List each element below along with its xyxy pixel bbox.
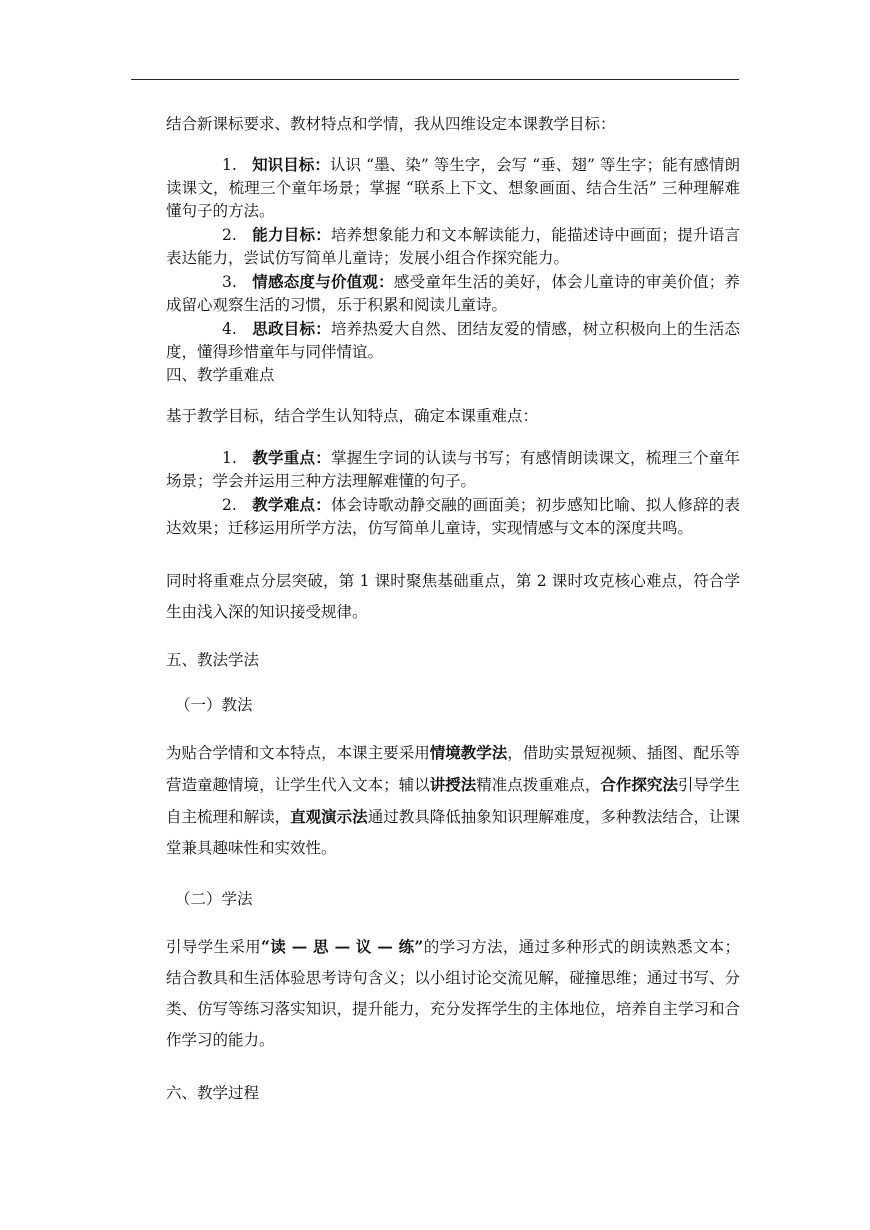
item-number: 2. bbox=[222, 226, 237, 244]
text-run: ，借助实景短视频、插图、配乐等营造童趣情境，让学生代入文本；辅以 bbox=[166, 744, 740, 794]
item-number: 2. bbox=[222, 496, 237, 514]
method-term: 情境教学法 bbox=[429, 743, 508, 762]
item-text: 认识 “墨、染” 等生字，会写 “垂、翅” 等生字；能有感情朗读课文，梳理三个童年场景；掌握 “联系上下文、想象画面、结合生活” 三种理解难懂句子的方法。 bbox=[166, 156, 740, 220]
method-term: 合作探究法 bbox=[600, 775, 678, 794]
list-item bbox=[166, 223, 740, 270]
section-heading: 六、教学过程 bbox=[166, 1084, 260, 1102]
item-text: 培养想象能力和文本解读能力，能描述诗中画面；提升语言表达能力，尝试仿写简单儿童诗；发展小组合作探究能力。 bbox=[166, 226, 740, 267]
text-run: 精准点拨重难点， bbox=[476, 776, 601, 794]
text-run: 为贴合学情和文本特点，本课主要采用 bbox=[166, 744, 430, 762]
learning-methods-paragraph bbox=[166, 931, 740, 1056]
item-term: 情感态度与价值观： bbox=[252, 272, 394, 291]
item-text: 培养热爱大自然、团结友爱的情感，树立积极向上的生活态度，懂得珍惜童年与同伴情谊。 bbox=[166, 320, 740, 361]
item-term: 思政目标： bbox=[252, 319, 331, 338]
item-number: 1. bbox=[222, 449, 237, 467]
objectives-list bbox=[166, 153, 740, 364]
method-term: 讲授法 bbox=[429, 775, 477, 794]
list-item bbox=[166, 493, 740, 540]
header-rule bbox=[131, 79, 739, 80]
item-number: 4. bbox=[222, 320, 237, 338]
section-heading: 四、教学重难点 bbox=[166, 366, 275, 384]
teaching-methods-paragraph bbox=[166, 737, 740, 864]
item-term: 教学重点： bbox=[252, 448, 331, 467]
item-number: 3. bbox=[222, 273, 237, 291]
item-text: 感受童年生活的美好，体会儿童诗的审美价值；养成留心观察生活的习惯，乐于积累和阅读儿童诗。 bbox=[166, 273, 740, 314]
method-term: “读 — 思 — 议 — 练” bbox=[261, 937, 424, 956]
text-run: 引导学生采用 bbox=[166, 938, 261, 956]
text-run: 通过教具降低抽象知识理解难度，多种教法结合，让课堂兼具趣味性和实效性。 bbox=[166, 808, 740, 857]
keypoints-intro: 基于教学目标，结合学生认知特点，确定本课重难点： bbox=[166, 407, 539, 425]
list-item bbox=[166, 317, 740, 364]
item-term: 知识目标： bbox=[252, 155, 330, 174]
item-term: 能力目标： bbox=[252, 225, 331, 244]
section-heading: 五、教法学法 bbox=[166, 651, 260, 669]
subsection-heading: （一）教法 bbox=[175, 696, 253, 714]
list-item bbox=[166, 153, 740, 223]
item-text: 掌握生字词的认读与书写；有感情朗读课文，梳理三个童年场景；学会并运用三种方法理解难懂的句子。 bbox=[166, 449, 740, 490]
item-term: 教学难点： bbox=[252, 495, 331, 514]
list-item bbox=[166, 270, 740, 317]
keypoints-list bbox=[166, 446, 740, 540]
item-text: 体会诗歌动静交融的画面美；初步感知比喻、拟人修辞的表达效果；迁移运用所学方法，仿写简单儿童诗，实现情感与文本的深度共鸣。 bbox=[166, 496, 740, 537]
method-term: 直观演示法 bbox=[290, 807, 368, 826]
item-number: 1. bbox=[222, 156, 237, 174]
objectives-intro: 结合新课标要求、教材特点和学情，我从四维设定本课教学目标： bbox=[166, 115, 616, 133]
text-run: 的学习方法，通过多种形式的朗读熟悉文本；结合教具和生活体验思考诗句含义；以小组讨论交流见解，碰撞思维；通过书写、分类、仿写等练习落实知识，提升能力，充分发挥学生的主体地位，培养自主学习和合作学习的能力。 bbox=[166, 938, 740, 1049]
subsection-heading: （二）学法 bbox=[175, 890, 253, 908]
text-run: 引导学生自主梳理和解读， bbox=[166, 776, 740, 826]
keypoints-note: 同时将重难点分层突破，第 1 课时聚焦基础重点，第 2 课时攻克核心难点，符合学生由浅入深的知识接受规律。 bbox=[166, 572, 740, 621]
list-item bbox=[166, 446, 740, 493]
